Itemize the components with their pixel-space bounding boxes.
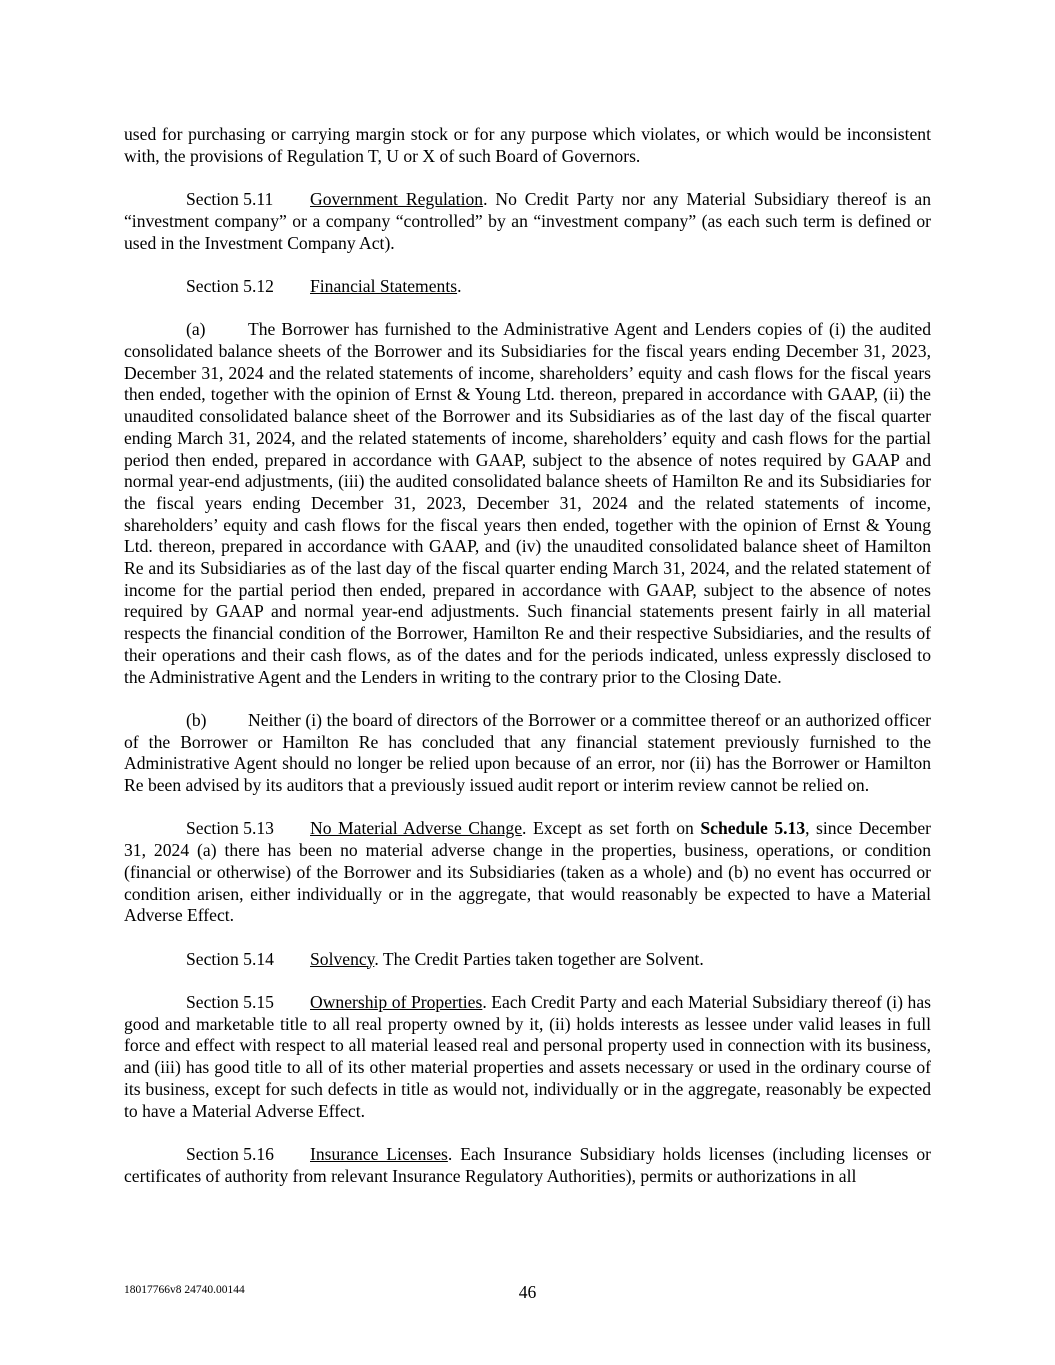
section-heading: Insurance Licenses	[310, 1143, 448, 1164]
subsection-text: Neither (i) the board of directors of the Borrower or a committee thereof or an authorized officer of the Borrower or Hamilton Re has concluded that any financial statement previously furnished to the Administrative Agent should no longer be relied upon because of an error, nor (ii) has the Borrower or Hamilton Re been advised by its auditors that a previously issued audit report or interim review cannot be relied on.	[124, 709, 931, 796]
section-number: Section 5.13	[186, 818, 274, 839]
section-heading: Solvency	[310, 948, 375, 969]
section-text-continued: , since December 31, 2024 (a) there has been no material adverse change in the properties, business, operations, or condition (financial or otherwise) of the Borrower and its Subsidiaries (taken as a whole) and (b) no event has occurred or condition arisen, either individually or in the aggregate, that would reasonably be expected to have a Material Adverse Effect.	[124, 818, 931, 926]
section-number: Section 5.14	[186, 948, 274, 969]
schedule-reference: Schedule 5.13	[700, 818, 806, 839]
section-text: . Each Credit Party and each Material Subsidiary thereof (i) has good and marketable title to all real property owned by it, (ii) holds interests as lessee under valid leases in full force and effect with respect to all material leased real and personal property used in connection with its business, and (iii) has good title to all of its other material properties and assets necessary or used in the ordinary course of its business, except for such defects in title as would not, individually or in the aggregate, reasonably be expected to have a Material Adverse Effect.	[124, 992, 931, 1121]
section-heading: Government Regulation	[310, 189, 484, 210]
section-5-11	[124, 189, 931, 254]
section-heading: Financial Statements	[310, 275, 458, 296]
section-5-16	[124, 1144, 931, 1187]
section-text: .	[457, 275, 462, 296]
section-number: Section 5.11	[186, 189, 274, 210]
section-text: . Except as set forth on	[522, 818, 701, 839]
section-5-12-b	[124, 710, 931, 797]
footer-document-id: 18017766v8 24740.00144	[124, 1284, 245, 1296]
subsection-label: (b)	[186, 709, 207, 730]
section-text: . No Credit Party nor any Material Subsidiary thereof is an “investment company” or a company “controlled” by an “investment company” (as each such term is defined or used in the Investment Company Act).	[124, 189, 932, 253]
section-number: Section 5.12	[186, 275, 274, 296]
section-text: . Each Insurance Subsidiary holds licenses (including licenses or certificates of authority from relevant Insurance Regulatory Authorities), permits or authorizations in all	[124, 1143, 931, 1186]
section-5-15	[124, 992, 931, 1122]
section-5-14	[124, 949, 931, 971]
section-text: . The Credit Parties taken together are Solvent.	[374, 948, 704, 969]
section-heading: Ownership of Properties	[310, 992, 483, 1013]
document-page	[124, 124, 931, 1209]
paragraph-text: used for purchasing or carrying margin stock or for any purpose which violates, or which would be inconsistent with, the provisions of Regulation T, U or X of such Board of Governors.	[124, 124, 931, 166]
section-heading: No Material Adverse Change	[310, 818, 523, 839]
section-5-13	[124, 818, 931, 927]
section-number: Section 5.15	[186, 992, 274, 1013]
footer-page-number: 46	[518, 1282, 537, 1302]
section-5-12	[124, 276, 931, 298]
section-number: Section 5.16	[186, 1143, 274, 1164]
subsection-text: The Borrower has furnished to the Administrative Agent and Lenders copies of (i) the audited consolidated balance sheets of the Borrower and its Subsidiaries for the fiscal years ending December 31, 2023, December 31, 2024 and the related statements of income, shareholders’ equity and cash flows for the fiscal years then ended, together with the opinion of Ernst & Young Ltd. thereon, prepared in accordance with GAAP, (ii) the unaudited consolidated balance sheet of the Borrower and its Subsidiaries as of the last day of the fiscal quarter ending March 31, 2024, and the related statements of income, shareholders’ equity and cash flows for the partial period then ended, prepared in accordance with GAAP, subject to the absence of notes required by GAAP and normal year-end adjustments, (iii) the audited consolidated balance sheets of Hamilton Re and its Subsidiaries for the fiscal years ending December 31, 2023, December 31, 2024 and the related statements of income, shareholders’ equity and cash flows for the fiscal years then ended, together with the opinion of Ernst & Young Ltd. thereon, prepared in accordance with GAAP, and (iv) the unaudited consolidated balance sheet of Hamilton Re and its Subsidiaries as of the last day of the fiscal quarter ending March 31, 2024, and the related statement of income for the partial period then ended, prepared in accordance with GAAP, subject to the absence of notes required by GAAP and normal year-end adjustments. Such financial statements present fairly in all material respects the financial condition of the Borrower, Hamilton Re and their respective Subsidiaries, and the results of their operations and their cash flows, as of the dates and for the periods indicated, unless expressly disclosed to the Administrative Agent and the Lenders in writing to the contrary prior to the Closing Date.	[124, 319, 931, 687]
subsection-label: (a)	[186, 319, 206, 340]
paragraph-continuation	[124, 124, 931, 167]
section-5-12-a	[124, 319, 931, 688]
